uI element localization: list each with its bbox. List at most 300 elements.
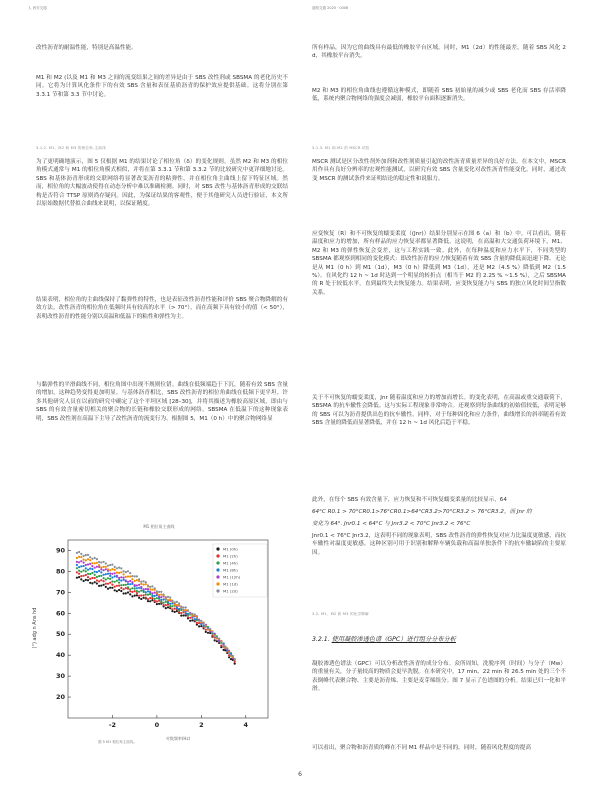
data-point: [129, 593, 131, 595]
data-point: [147, 588, 149, 590]
y-tick-label: 40: [55, 651, 65, 660]
chart-xlabel: 对数频率(Hz): [165, 736, 191, 741]
data-point: [205, 631, 207, 633]
data-point: [116, 575, 118, 577]
data-point: [87, 554, 89, 556]
left-paragraph-4: 结果表明，相位角的主曲线保持了黏弹性的特性，也是表征改性沥青性能和评价 SBS 聚合物降解的有效方法。改性沥青的相位角在低频时具有较高的水平（> 70°），而在高频下具有较小的值（< 50°），表明改性沥青的性能分别以高温和低温下的粘性和弹性为主。: [36, 297, 288, 320]
data-point: [87, 573, 89, 575]
data-point: [118, 582, 120, 584]
data-point: [158, 591, 160, 593]
data-point: [174, 608, 176, 610]
data-point: [198, 620, 200, 622]
data-point: [198, 622, 200, 624]
data-point: [103, 584, 105, 586]
data-point: [80, 565, 82, 567]
data-point: [151, 589, 153, 591]
data-point: [98, 564, 100, 566]
data-point: [118, 572, 120, 574]
data-point: [129, 572, 131, 574]
data-point: [167, 599, 169, 601]
data-point: [83, 580, 85, 582]
data-point: [131, 578, 133, 580]
data-point: [118, 585, 120, 587]
legend-entry: M1 (4h): [223, 560, 238, 566]
legend-marker: [216, 568, 219, 571]
data-point: [189, 617, 191, 619]
y-tick-label: 80: [55, 567, 65, 576]
data-point: [80, 578, 82, 580]
data-point: [138, 578, 140, 580]
data-point: [94, 574, 96, 576]
data-point: [187, 609, 189, 611]
legend-marker: [216, 575, 219, 578]
data-point: [89, 578, 91, 580]
data-point: [109, 587, 111, 589]
data-point: [120, 580, 122, 582]
data-point: [138, 587, 140, 589]
data-point: [111, 564, 113, 566]
data-point: [116, 590, 118, 592]
data-point: [134, 580, 136, 582]
data-point: [85, 579, 87, 581]
data-point: [105, 586, 107, 588]
data-point: [220, 645, 222, 647]
y-tick-label: 20: [55, 693, 65, 702]
data-point: [116, 571, 118, 573]
data-point: [189, 612, 191, 614]
data-point: [143, 580, 145, 582]
data-point: [185, 613, 187, 615]
data-point: [149, 588, 151, 590]
data-point: [100, 566, 102, 568]
data-point: [87, 569, 89, 571]
data-point: [163, 602, 165, 604]
data-point: [125, 576, 127, 578]
data-point: [145, 591, 147, 593]
data-point: [131, 581, 133, 583]
data-point: [167, 606, 169, 608]
x-tick-label: 4: [243, 721, 249, 729]
data-point: [87, 576, 89, 578]
data-point: [80, 560, 82, 562]
data-point: [176, 607, 178, 609]
data-point: [174, 601, 176, 603]
data-point: [156, 600, 158, 602]
data-point: [203, 625, 205, 627]
section-title: 使用凝胶渗透色谱（GPC）进行组分分布分析: [331, 636, 456, 643]
right-section-caption-1: 3.1.3. M1 和 M2 的 MSCR 试验: [312, 146, 370, 150]
data-point: [138, 597, 140, 599]
data-point: [134, 588, 136, 590]
data-point: [105, 562, 107, 564]
data-point: [200, 625, 202, 627]
data-point: [216, 636, 218, 638]
data-point: [98, 575, 100, 577]
data-point: [228, 656, 230, 658]
data-point: [107, 565, 109, 567]
data-point: [145, 581, 147, 583]
data-point: [103, 566, 105, 568]
data-point: [138, 595, 140, 597]
data-point: [85, 567, 87, 569]
data-point: [78, 551, 80, 553]
data-point: [105, 578, 107, 580]
data-point: [98, 580, 100, 582]
data-point: [105, 566, 107, 568]
data-point: [109, 569, 111, 571]
data-point: [171, 600, 173, 602]
legend-entry: M1 (12h): [223, 574, 241, 580]
left-paragraph-3: 为了更明确地演示，图 5 仅根据 M1 的结果讨论了相位角（δ）的变化规则。虽然 M2 和 M3 的相位角模式通常与 M1 的相位角模式相似，并将在第 3.3.1 节和第 3.3.2 节的比较研究中更详细地讨论。SBS 和基体沥青形成的交联网络将显著改变沥青的粘弹性，并在相位角主曲线上留下特征区域。然而，相位角的大幅波动使得在动态分析中难以准确检测。同时，对 SBS 改性与基体沥青形成的交联结构是否符合 TTSP 原则尚存疑问。因此，为保证结果的客观性，便于其他研究人员进行验证，本文所以原始数据代替拟合曲线来说明，以保证精度。: [36, 159, 288, 208]
data-point: [129, 575, 131, 577]
data-point: [80, 571, 82, 573]
data-point: [156, 590, 158, 592]
data-point: [103, 574, 105, 576]
data-point: [207, 632, 209, 634]
data-point: [234, 658, 236, 660]
data-point: [160, 599, 162, 601]
data-point: [94, 557, 96, 559]
right-paragraph-6c: 变化为 64°. Jnr0.1 < 64°C 与 Jnr3.2 < 70°C Jnr3.2 < 76°C: [312, 521, 471, 527]
data-point: [224, 645, 226, 647]
data-point: [94, 581, 96, 583]
data-point: [154, 595, 156, 597]
y-tick-label: 70: [55, 588, 65, 597]
data-point: [83, 565, 85, 567]
data-point: [196, 622, 198, 624]
data-point: [89, 556, 91, 558]
y-tick-label: 30: [55, 672, 65, 681]
data-point: [176, 604, 178, 606]
legend-marker: [216, 582, 219, 585]
data-point: [198, 625, 200, 627]
data-point: [185, 609, 187, 611]
data-point: [149, 586, 151, 588]
data-point: [85, 574, 87, 576]
data-point: [78, 576, 80, 578]
data-point: [114, 569, 116, 571]
data-point: [89, 582, 91, 584]
data-point: [120, 584, 122, 586]
data-point: [125, 571, 127, 573]
data-point: [89, 559, 91, 561]
legend-marker: [216, 554, 219, 557]
data-point: [218, 638, 220, 640]
data-point: [96, 571, 98, 573]
data-point: [228, 654, 230, 656]
data-point: [114, 572, 116, 574]
data-point: [109, 564, 111, 566]
data-point: [76, 564, 78, 566]
data-point: [158, 594, 160, 596]
data-point: [98, 585, 100, 587]
data-point: [78, 566, 80, 568]
data-point: [109, 582, 111, 584]
data-point: [83, 559, 85, 561]
x-tick-label: -2: [108, 721, 117, 729]
data-point: [147, 598, 149, 600]
data-point: [156, 603, 158, 605]
data-point: [89, 563, 91, 565]
data-point: [111, 584, 113, 586]
y-tick-label: 60: [55, 609, 65, 618]
data-point: [169, 596, 171, 598]
data-point: [103, 561, 105, 563]
data-point: [209, 628, 211, 630]
data-point: [149, 597, 151, 599]
data-point: [136, 590, 138, 592]
data-point: [151, 592, 153, 594]
x-tick-label: 2: [199, 721, 204, 729]
data-point: [129, 583, 131, 585]
data-point: [91, 565, 93, 567]
data-point: [138, 591, 140, 593]
data-point: [127, 583, 129, 585]
data-point: [76, 577, 78, 579]
data-point: [169, 603, 171, 605]
data-point: [216, 640, 218, 642]
data-point: [154, 592, 156, 594]
legend-marker: [216, 547, 219, 550]
data-point: [194, 618, 196, 620]
right-paragraph-4: 应变恢复（R）和不可恢复的蠕变柔度（(Jnr)）结果分别显示在图 6（a）和（b）中。可以看出，随着温度和应力的增加，所有样品的应力恢复率都显著降低。这说明，在高温和大交通负荷环境下，M1、M2 和 M3 的弹性恢复会变差，这与工程实践一致。此外，在每种温度和应力水平下，不同类型的 SBSMA 都观察到相同的变化模式：即改性沥青的应力恢复随着有效 SBS 含量的降低而迅速下降。无论是从 M1（0 h）到 M1（1d），M3（0 h）降低到 M3（1d），还是 M2（4.5 %）降低到 M2（1.5 %）。在风化约 12 h ~ 1d 时达到一个明显的转折点（相当于 M2 的 2.25 % ~1.5 %），之后 SBSMA 的 R 处于较低水平，直到最终失去恢复能力。结果表明，应变恢复能力与 SBS 的独立风化时间呈指数关系。: [312, 231, 566, 296]
data-point: [111, 580, 113, 582]
data-point: [114, 581, 116, 583]
data-point: [220, 642, 222, 644]
data-point: [180, 606, 182, 608]
data-point: [91, 577, 93, 579]
data-point: [183, 609, 185, 611]
header-left: 人 西安交通: [28, 6, 47, 10]
data-point: [156, 597, 158, 599]
legend-entry: M1 (2d): [223, 588, 238, 594]
legend-entry: M1 (0h): [223, 546, 238, 552]
data-point: [100, 579, 102, 581]
right-paragraph-5: 关于不可恢复的蠕变柔度，Jnr 随着温度和应力的增加而增长。的变化表明，在高温或重交通载荷下，SBSMA 的抗车辙性会降低。这与实际工程现象非常吻合。还观察到每条曲线的初始值较低，表明足够的 SBS 可以为沥青提供出色的抗车辙性。同样，对于每种固化和应力条件，曲线增长的斜率随着有效 SBS 含量的降低而显著降低，并在 12 h ~ 1d 风化后趋于平稳。: [312, 395, 566, 427]
right-paragraph-6d: Jnr0.1 < 76°C Jnr3.2，这表明不同的现象表明，SBS 改性沥青的弹性恢复对应力比温度更敏感，而抗车辙性对温度更敏感。这种区别可用于识别和解释车辆负载和高温单独条件下的抗车辙缺陷的主要原因。: [312, 533, 566, 556]
legend-entry: M1 (2h): [223, 553, 238, 559]
data-point: [100, 568, 102, 570]
data-point: [147, 590, 149, 592]
y-tick-label: 90: [55, 546, 65, 555]
data-point: [191, 619, 193, 621]
data-point: [131, 575, 133, 577]
data-point: [134, 595, 136, 597]
data-point: [176, 601, 178, 603]
data-point: [127, 581, 129, 583]
data-point: [78, 556, 80, 558]
data-point: [180, 612, 182, 614]
data-point: [154, 598, 156, 600]
data-point: [163, 593, 165, 595]
data-point: [83, 562, 85, 564]
data-point: [100, 575, 102, 577]
page-number: 6: [298, 771, 302, 778]
data-point: [76, 571, 78, 573]
data-point: [123, 584, 125, 586]
data-point: [118, 577, 120, 579]
data-point: [76, 567, 78, 569]
data-point: [107, 568, 109, 570]
data-point: [85, 570, 87, 572]
data-point: [160, 591, 162, 593]
data-point: [123, 573, 125, 575]
data-point: [140, 581, 142, 583]
data-point: [78, 561, 80, 563]
data-point: [80, 575, 82, 577]
data-point: [211, 631, 213, 633]
data-point: [214, 635, 216, 637]
data-point: [103, 569, 105, 571]
data-point: [107, 577, 109, 579]
data-point: [174, 611, 176, 613]
section-number: 3.2.1.: [312, 636, 330, 643]
data-point: [165, 607, 167, 609]
data-point: [129, 588, 131, 590]
data-point: [94, 571, 96, 573]
data-point: [234, 660, 236, 662]
data-point: [143, 584, 145, 586]
legend-marker: [216, 589, 219, 592]
data-point: [165, 596, 167, 598]
data-point: [91, 572, 93, 574]
data-point: [127, 575, 129, 577]
data-point: [214, 639, 216, 641]
data-point: [191, 613, 193, 615]
data-point: [196, 617, 198, 619]
figure-caption: 图 5 M1 相位角主曲线。: [98, 740, 137, 744]
data-point: [151, 595, 153, 597]
data-point: [165, 604, 167, 606]
data-point: [136, 579, 138, 581]
data-point: [178, 608, 180, 610]
data-point: [140, 594, 142, 596]
data-point: [114, 589, 116, 591]
data-point: [96, 562, 98, 564]
data-point: [105, 583, 107, 585]
chart-ylabel: (°) adg n Ans hd: [32, 607, 38, 649]
data-point: [140, 586, 142, 588]
data-point: [228, 652, 230, 654]
data-point: [167, 596, 169, 598]
data-point: [129, 580, 131, 582]
data-point: [183, 606, 185, 608]
data-point: [116, 567, 118, 569]
data-point: [147, 600, 149, 602]
data-point: [136, 575, 138, 577]
data-point: [143, 588, 145, 590]
data-point: [203, 622, 205, 624]
data-point: [111, 587, 113, 589]
data-point: [224, 649, 226, 651]
data-point: [134, 590, 136, 592]
data-point: [114, 575, 116, 577]
data-point: [123, 592, 125, 594]
data-point: [131, 587, 133, 589]
left-paragraph-5: 与黏弹性的平滑曲线不同，相位角图中出现不规则位错。曲线在低频端趋于下沉，随着有效 SBS 含量的增加，这种趋势变得更加明显。与基体沥青相比，SBS 改性沥青的相位角曲线在低频下更平坦。许多其他研究人员在以前的研究中确定了这个平坦区域 [28–30]，并将其描述为橡胶高原区域，即由与 SBS 的有效含量密切相关的聚合物的长链和橡胶交联形成的网络。SBSMA 在低温下的这种现象表明，SBS 改性剂在高温下主导了改性沥青的流变行为。根据图 5，M1（0 h）中的聚合物网络显: [36, 382, 288, 422]
y-tick-label: 50: [55, 630, 65, 639]
data-point: [87, 579, 89, 581]
right-paragraph-3: MSCR 测试是区分改性剂外加剂和改性剂质量引起的改性沥青质量差异的良好方法。在本文中，MSCR 用作具有良好分辨率的宏观性能测试，以研究有效 SBS 含量变化对改性沥青性能变化。同时，通过改变 MSCR 的测试条件来证明结论的稳定性和说服力。: [312, 159, 566, 182]
data-point: [125, 592, 127, 594]
phase-angle-master-curve-chart: [28, 518, 290, 746]
data-point: [100, 571, 102, 573]
data-point: [103, 577, 105, 579]
data-point: [83, 569, 85, 571]
data-point: [129, 590, 131, 592]
data-point: [98, 570, 100, 572]
data-point: [149, 600, 151, 602]
data-point: [114, 566, 116, 568]
legend-entry: M1 (8h): [223, 567, 238, 573]
data-point: [120, 571, 122, 573]
data-point: [160, 594, 162, 596]
data-point: [80, 553, 82, 555]
data-point: [120, 587, 122, 589]
data-point: [91, 568, 93, 570]
data-point: [174, 604, 176, 606]
data-point: [111, 573, 113, 575]
data-point: [138, 584, 140, 586]
data-point: [211, 635, 213, 637]
data-point: [207, 628, 209, 630]
data-point: [185, 606, 187, 608]
right-paragraph-1: 所有样品，因为它的曲线具有最低的橡胶平台区域。同时，M1（2d）的性能最差，随着 SBS 风化 2 d，其橡胶平台消失。: [312, 45, 566, 60]
data-point: [120, 590, 122, 592]
data-point: [98, 561, 100, 563]
data-point: [131, 591, 133, 593]
data-point: [114, 586, 116, 588]
data-point: [171, 605, 173, 607]
data-point: [116, 585, 118, 587]
data-point: [187, 616, 189, 618]
data-point: [145, 583, 147, 585]
data-point: [140, 590, 142, 592]
data-point: [145, 588, 147, 590]
data-point: [134, 575, 136, 577]
data-point: [169, 605, 171, 607]
data-point: [205, 629, 207, 631]
data-point: [169, 599, 171, 601]
data-point: [76, 552, 78, 554]
data-point: [78, 570, 80, 572]
data-point: [145, 597, 147, 599]
data-point: [111, 568, 113, 570]
data-point: [125, 587, 127, 589]
data-point: [180, 615, 182, 617]
data-point: [100, 561, 102, 563]
data-point: [176, 610, 178, 612]
data-point: [123, 570, 125, 572]
data-point: [94, 567, 96, 569]
data-point: [87, 558, 89, 560]
data-point: [194, 613, 196, 615]
data-point: [109, 575, 111, 577]
chart-title: M1 相位角主曲线: [143, 524, 175, 529]
data-point: [107, 573, 109, 575]
data-point: [226, 648, 228, 650]
right-paragraph-8: 可以看出，聚合物和沥青质的峰在不同 M1 样品中是不同的。同时，随着风化程度的提高: [312, 745, 531, 751]
data-point: [96, 582, 98, 584]
data-point: [154, 600, 156, 602]
data-point: [183, 614, 185, 616]
data-point: [151, 585, 153, 587]
right-section-caption-2: 3.2. M1、M2 和 M3 的化学降解: [312, 612, 369, 616]
data-point: [85, 564, 87, 566]
data-point: [109, 578, 111, 580]
data-point: [94, 577, 96, 579]
data-point: [147, 594, 149, 596]
